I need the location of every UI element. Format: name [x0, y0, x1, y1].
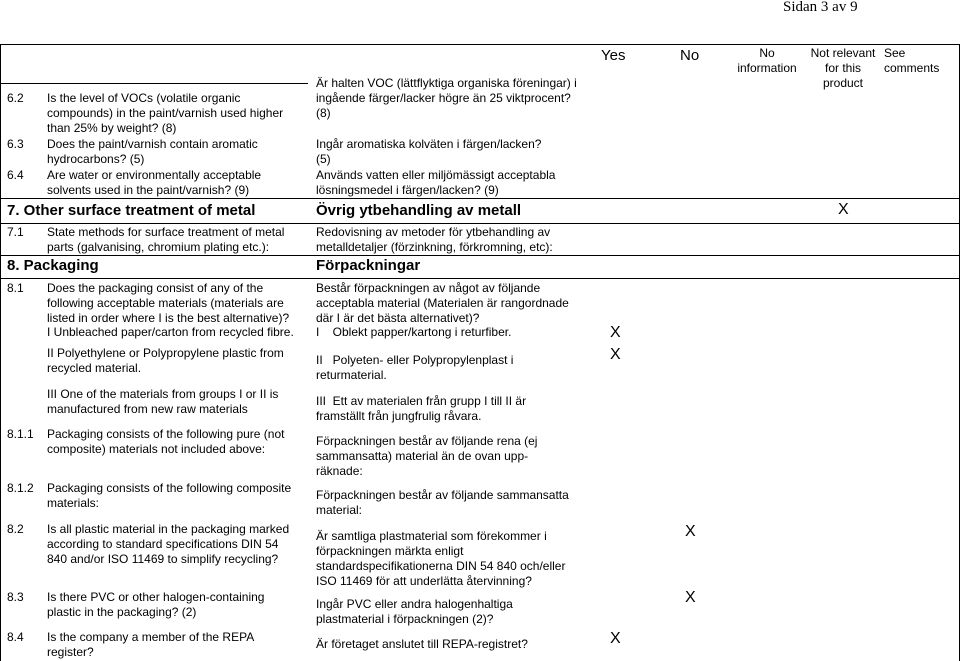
- row-number: 8.1: [7, 281, 24, 295]
- question-sv: Ingår aromatiska kolväten i färgen/lacken? (5): [316, 137, 542, 166]
- answer-mark: X: [685, 523, 696, 540]
- question-en: Is all plastic material in the packaging marked according to standard specifications DIN 54 840 and/or ISO 11469 to simplify recycling?: [47, 522, 290, 566]
- header-see-comments: See comments: [884, 46, 940, 75]
- table-left-border: [0, 44, 1, 661]
- row-divider: [0, 83, 308, 84]
- option-sv: III Ett av materialen från grupp I till II är framställt från jungfrulig råvara.: [316, 394, 530, 423]
- question-en: Does the packaging consist of any of the following acceptable materials (materials are listed in order where I is the best alternative)?: [47, 281, 290, 325]
- section-title-en: 7. Other surface treatment of metal: [7, 202, 256, 219]
- question-sv: Redovisning av metoder för ytbehandling av metalldetaljer (förzinkning, förkromning, etc):: [316, 225, 553, 254]
- row-divider: [0, 278, 960, 279]
- option-sv: I Oblekt papper/kartong i returfiber.: [316, 325, 512, 339]
- question-sv: Är halten VOC (lättflyktiga organiska föreningar) i ingående färger/lacker högre än 25 viktprocent? (8): [316, 76, 577, 120]
- row-number: 8.2: [7, 522, 24, 536]
- question-en: Is the company a member of the REPA register?: [47, 630, 254, 659]
- question-en: State methods for surface treatment of metal parts (galvanising, chromium plating etc.):: [47, 225, 285, 254]
- question-sv: Förpackningen består av följande rena (ej sammansatta) material än de ovan upp-räknade:: [316, 434, 538, 478]
- question-en: Packaging consists of the following pure (not composite) materials not included above:: [47, 427, 285, 456]
- question-sv: Förpackningen består av följande sammansatta material:: [316, 488, 569, 517]
- row-number: 6.2: [7, 91, 24, 105]
- section-title-en: 8. Packaging: [7, 257, 99, 274]
- row-number: 8.3: [7, 590, 24, 604]
- row-number: 7.1: [7, 225, 24, 239]
- answer-mark: X: [610, 630, 621, 647]
- question-sv: Är samtliga plastmaterial som förekommer i förpackningen märkta enligt standardspecifikationerna DIN 54 840 och/eller ISO 11469 för att underlätta återvinning?: [316, 529, 566, 588]
- row-divider: [0, 255, 960, 256]
- question-en: Does the paint/varnish contain aromatic hydrocarbons? (5): [47, 137, 258, 166]
- question-en: Packaging consists of the following composite materials:: [47, 481, 292, 510]
- question-en: Is the level of VOCs (volatile organic compounds) in the paint/varnish used higher than 25% by weight? (8): [47, 91, 284, 135]
- table-top-border: [0, 44, 960, 45]
- option-en: II Polyethylene or Polypropylene plastic from recycled material.: [47, 346, 284, 375]
- page-number: Sidan 3 av 9: [783, 0, 858, 15]
- question-sv: Består förpackningen av något av följande acceptabla material (Materialen är rangordnade där I är det bästa alternativet)?: [316, 281, 569, 325]
- header-not-relevant: Not relevant for this product: [810, 46, 876, 90]
- header-no-information: No information: [737, 46, 797, 75]
- question-en: Are water or environmentally acceptable solvents used in the paint/varnish? (9): [47, 168, 262, 197]
- header-no: No: [680, 47, 700, 64]
- question-sv: Används vatten eller miljömässigt acceptabla lösningsmedel i färgen/lacken? (9): [316, 168, 556, 197]
- option-en: I Unbleached paper/carton from recycled fibre.: [47, 325, 294, 339]
- answer-mark: X: [838, 201, 849, 218]
- row-number: 8.1.2: [7, 481, 34, 495]
- option-sv: II Polyeten- eller Polypropylenplast i returmaterial.: [316, 353, 517, 382]
- section-title-sv: Förpackningar: [316, 257, 421, 274]
- row-number: 6.4: [7, 168, 24, 182]
- answer-mark: X: [610, 324, 621, 341]
- row-number: 8.4: [7, 630, 24, 644]
- header-yes: Yes: [601, 47, 626, 64]
- row-divider: [0, 198, 960, 199]
- row-number: 8.1.1: [7, 427, 34, 441]
- question-en: Is there PVC or other halogen-containing plastic in the packaging? (2): [47, 590, 265, 619]
- row-number: 6.3: [7, 137, 24, 151]
- row-divider: [0, 223, 960, 224]
- question-sv: Är företaget anslutet till REPA-registret?: [316, 637, 528, 651]
- answer-mark: X: [610, 346, 621, 363]
- section-title-sv: Övrig ytbehandling av metall: [316, 202, 522, 219]
- question-sv: Ingår PVC eller andra halogenhaltiga plastmaterial i förpackningen (2)?: [316, 597, 513, 626]
- answer-mark: X: [685, 589, 696, 606]
- option-en: III One of the materials from groups I or II is manufactured from new raw materials: [47, 387, 279, 416]
